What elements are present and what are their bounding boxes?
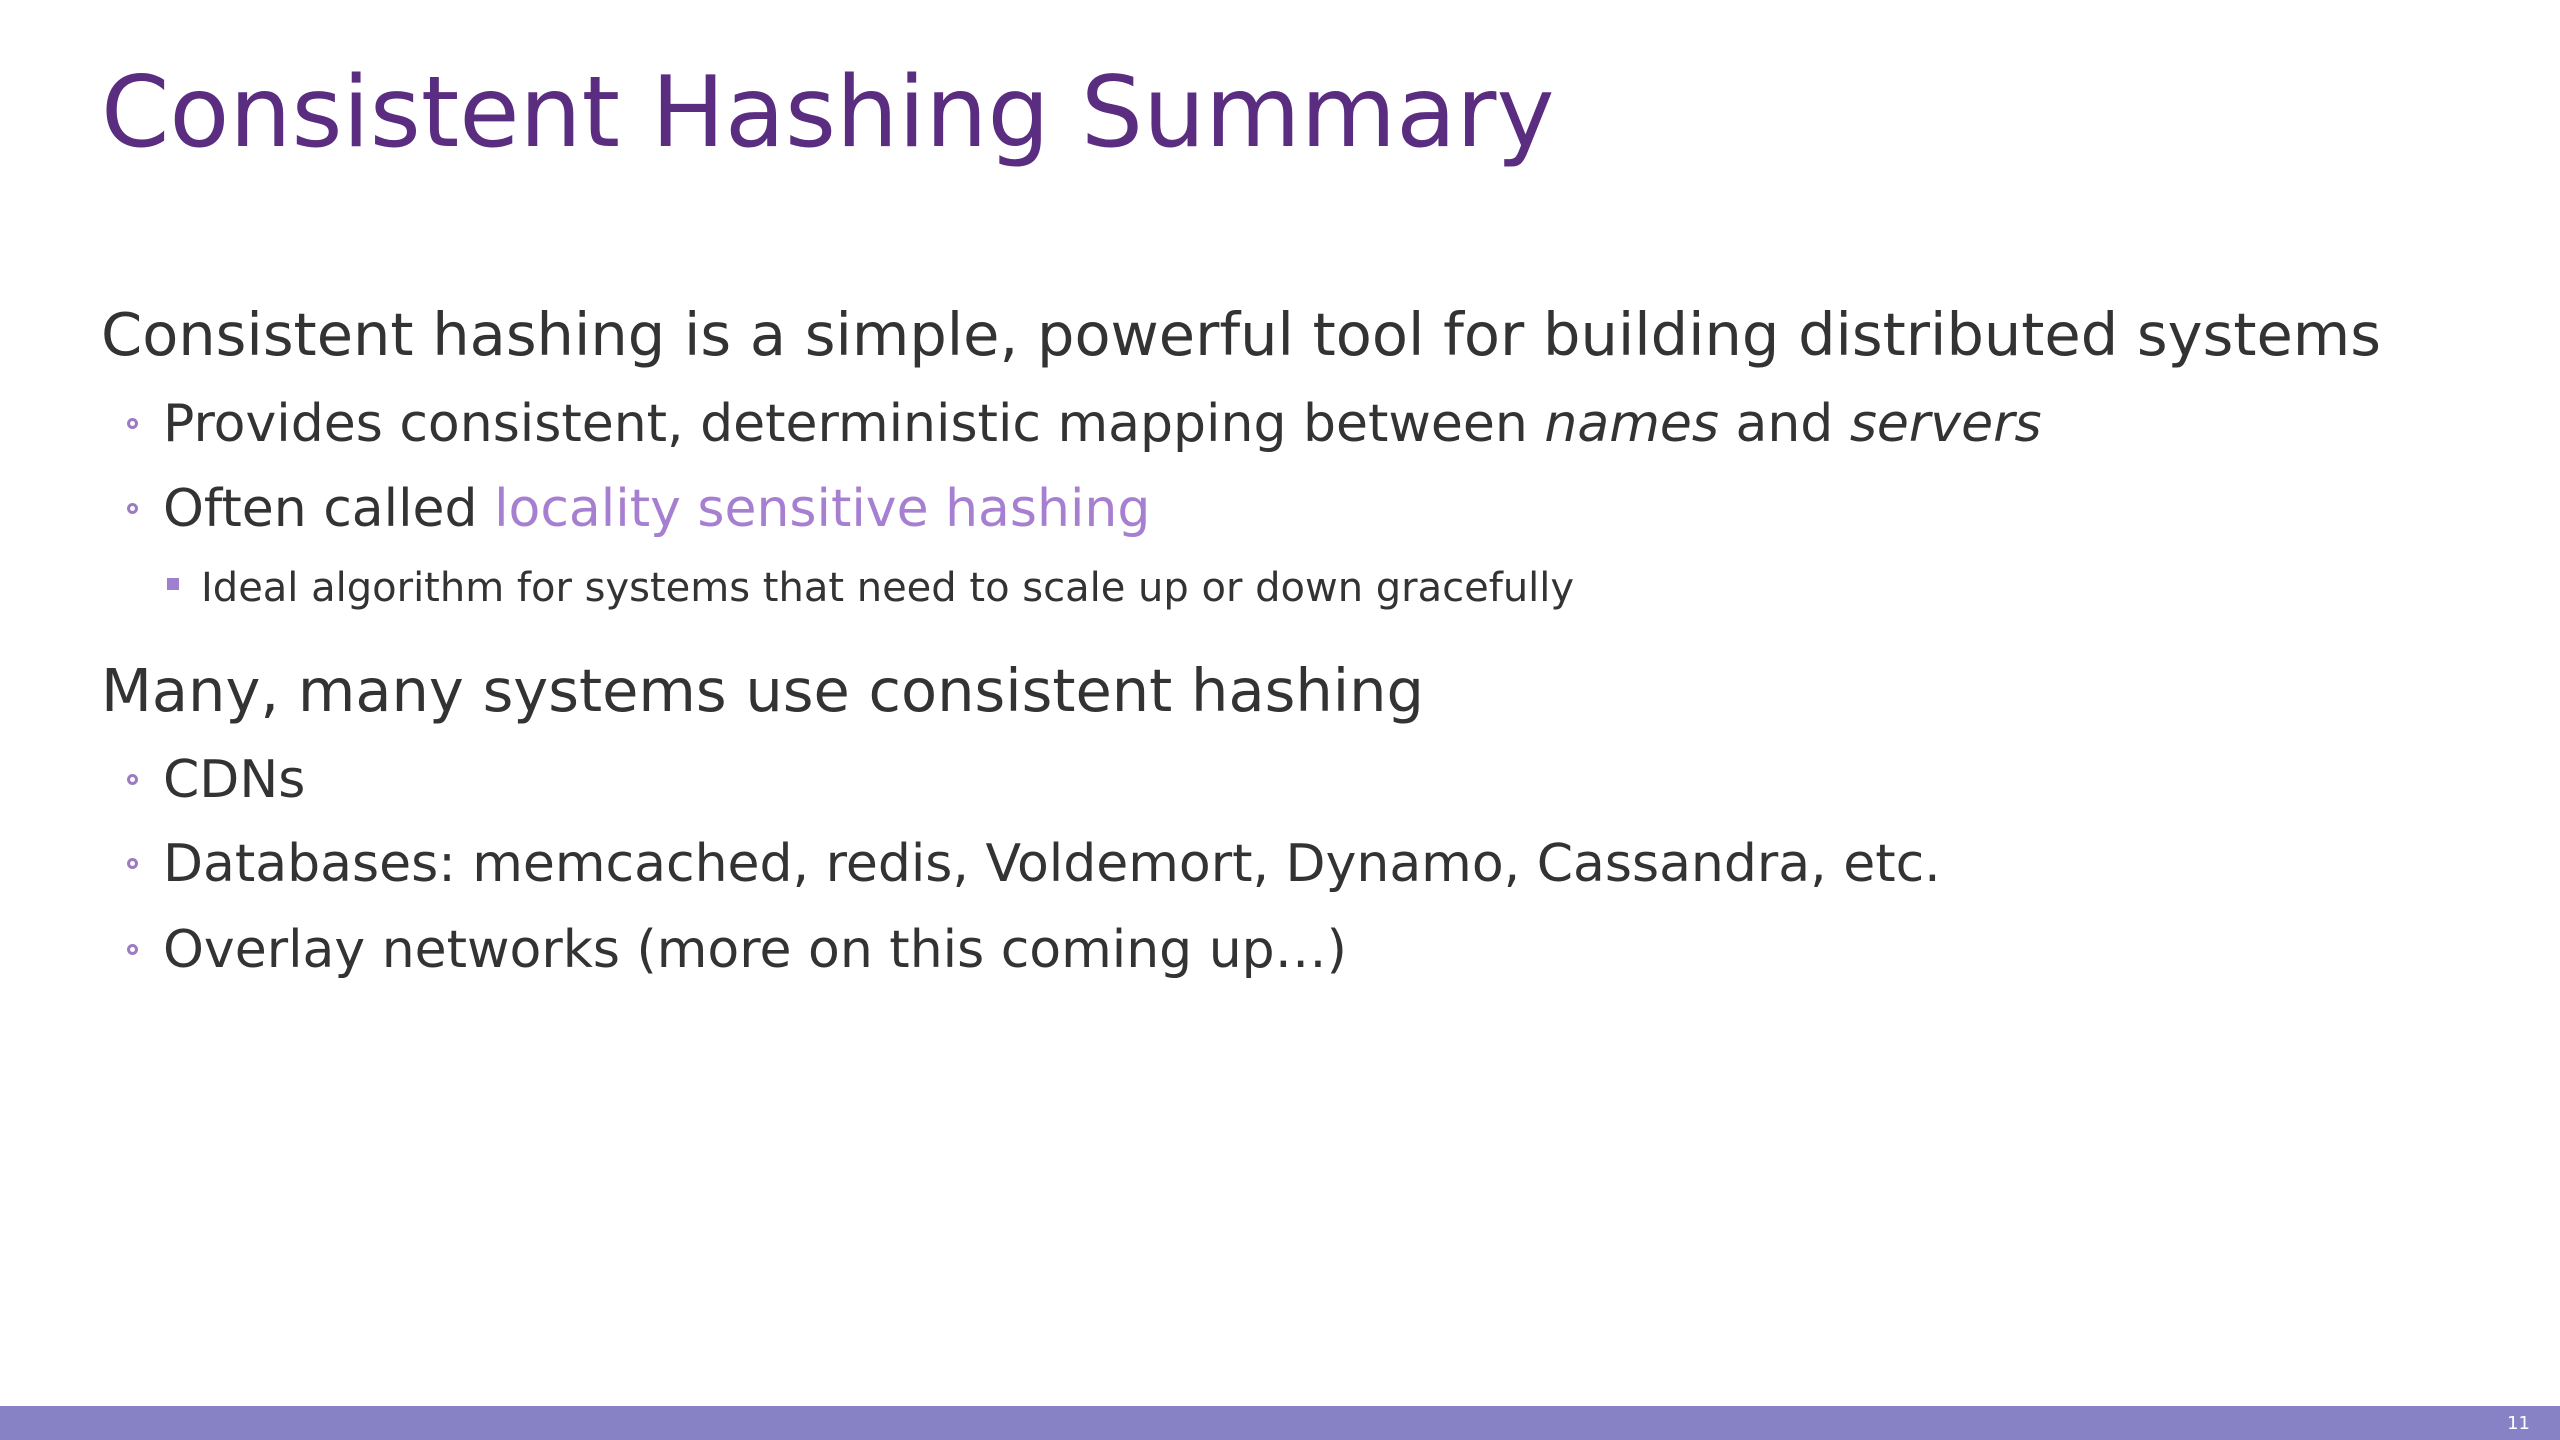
item-text: Often called: [163, 479, 495, 539]
list-item: [101, 920, 1347, 980]
list-item: [101, 479, 1151, 539]
list-item: [101, 750, 306, 810]
ring-bullet-icon: [127, 944, 138, 955]
item-highlight-link: locality sensitive hashing: [494, 479, 1151, 539]
ring-bullet-icon: [127, 774, 138, 785]
page-number: 11: [2507, 1413, 2530, 1434]
item-text: Overlay networks (more on this coming up…): [163, 920, 1347, 980]
footer-bar: [0, 1406, 2560, 1440]
ring-bullet-icon: [127, 503, 138, 514]
list-item: [101, 394, 2042, 454]
list-item: [101, 834, 1941, 894]
item-text: Databases: memcached, redis, Voldemort, Dynamo, Cassandra, etc.: [163, 834, 1941, 894]
square-bullet-icon: [167, 578, 179, 590]
slide-title: Consistent Hashing Summary: [101, 56, 1555, 170]
item-text: CDNs: [163, 750, 306, 810]
ring-bullet-icon: [127, 418, 138, 429]
ring-bullet-icon: [127, 858, 138, 869]
item-text: and: [1718, 394, 1850, 454]
section-heading-2: Many, many systems use consistent hashing: [101, 656, 1424, 725]
section-heading-1: Consistent hashing is a simple, powerful tool for building distributed systems: [101, 300, 2381, 369]
item-text: Provides consistent, deterministic mapping between: [163, 394, 1545, 454]
item-emphasis-names: names: [1544, 394, 1719, 454]
sub-item-text: Ideal algorithm for systems that need to scale up or down gracefully: [201, 565, 1575, 611]
item-emphasis-servers: servers: [1849, 394, 2042, 454]
sub-list-item: [101, 565, 1575, 611]
